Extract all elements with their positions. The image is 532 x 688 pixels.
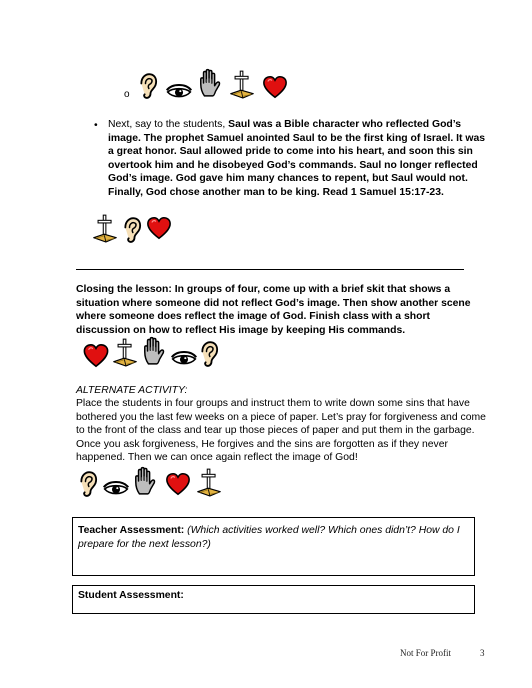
teacher-assessment-label: Teacher Assessment: [78,525,185,536]
icon-row-3 [82,336,232,370]
footer-note: Not For Profit [400,648,452,658]
cross-bible-icon [229,70,255,100]
cross-bible-icon [196,468,222,498]
page-number: 3 [480,648,485,658]
heart-icon [82,343,110,368]
ear-icon [138,71,158,101]
alternate-text: Place the students in four groups and instruct them to write down some sins that have bothered you the last few weeks on a piece of paper. Let’s pray for forgiveness and come to the front of the class and tear up those pieces of paper and put them in the garbage. Once you ask forgiveness, He forgives and the sins are forgotten as if they never happened. Then we can once again reflect the image of God! [76,398,486,464]
eye-icon [102,480,130,498]
saul-paragraph [108,118,486,200]
closing-label: Closing the lesson: [76,284,172,295]
ear-icon [78,469,98,499]
bullet-dot: • [94,120,98,131]
hand-icon [198,68,222,98]
teacher-assessment-prompt: (Which activities worked well? Which ones didn’t? How do I prepare for the next lesson?) [78,525,460,550]
hand-icon [142,336,166,366]
bullet-circle: o [124,89,130,100]
heart-icon [262,75,288,99]
eye-icon [165,83,193,101]
closing-paragraph [76,283,486,337]
alternate-heading: ALTERNATE ACTIVITY: [76,385,188,396]
teacher-assessment-box[interactable] [72,517,475,576]
heart-icon [146,216,172,240]
eye-icon [170,350,198,368]
saul-paragraph-intro: Next, say to the students, [108,119,229,130]
teacher-assessment-text [78,524,469,551]
cross-bible-icon [112,338,138,368]
student-assessment-label: Student Assessment: [78,590,184,601]
ear-icon [199,339,219,369]
student-assessment-box[interactable] [72,585,475,614]
saul-paragraph-bold: Saul was a Bible character who reflected God’s image. The prophet Samuel anointed Saul to be the first king of Israel. It was a great honor. Saul allowed pride to come into his heart, and soon this sin overtook him and he disobeyed God’s commands. Saul no longer reflected God’s image. God gave him many chances to repent, but Saul would not. Finally, God chose another man to be king. Read 1 Samuel 15:17-23. [108,119,486,198]
icon-row-4 [78,466,228,500]
closing-text: In groups of four, come up with a brief skit that shows a situation where someone did not reflect God’s image. Then show another scene where someone does reflect the image of God. Finish class with a short discussion on how to reflect His image by keeping His commands. [76,284,471,336]
heart-icon [165,472,191,496]
ear-icon [122,215,142,245]
section-divider [76,269,464,270]
hand-icon [133,466,157,496]
cross-bible-icon [92,214,118,244]
icon-row-1 [122,68,292,102]
icon-row-2 [92,212,182,246]
